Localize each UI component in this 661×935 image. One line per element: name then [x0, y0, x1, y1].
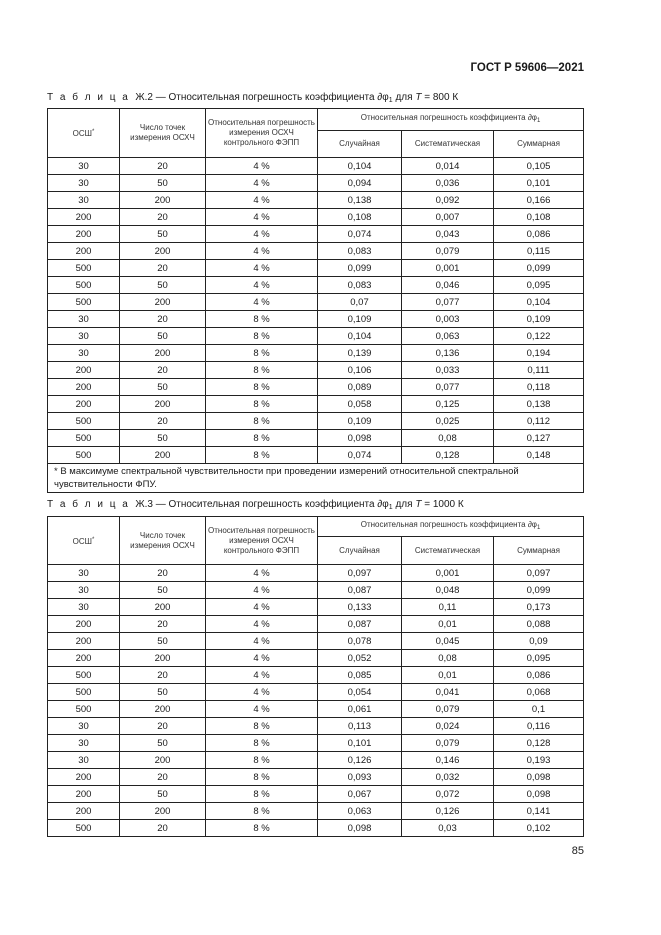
table-zh2	[47, 108, 584, 493]
table-cell: 30	[48, 565, 120, 582]
table-cell: 0,138	[494, 396, 584, 413]
table-cell: 0,003	[402, 311, 494, 328]
table-cell: 0,07	[318, 294, 402, 311]
table-cell: 4 %	[206, 277, 318, 294]
table-row	[48, 667, 584, 684]
header-rel-error: Относительная погрешность измерения ОСХЧ контрольного ФЭПП	[206, 517, 318, 565]
table-cell: 30	[48, 599, 120, 616]
table-cell: 200	[120, 447, 206, 464]
table-cell: 0,101	[494, 175, 584, 192]
table-cell: 4 %	[206, 582, 318, 599]
table-cell: 0,098	[318, 820, 402, 837]
table-cell: 200	[48, 769, 120, 786]
table-cell: 0,133	[318, 599, 402, 616]
table-cell: 0,083	[318, 277, 402, 294]
table-row	[48, 786, 584, 803]
table-cell: 0,112	[494, 413, 584, 430]
table2-caption-sub: 1	[388, 97, 393, 104]
table-cell: 50	[120, 277, 206, 294]
table-cell: 0,08	[402, 430, 494, 447]
document-standard-header: ГОСТ Р 59606—2021	[470, 62, 584, 74]
table-cell: 0,001	[402, 565, 494, 582]
table-cell: 0,033	[402, 362, 494, 379]
table-cell: 0,09	[494, 633, 584, 650]
table-cell: 0,098	[318, 430, 402, 447]
table-cell: 8 %	[206, 362, 318, 379]
table-cell: 0,043	[402, 226, 494, 243]
table-row	[48, 447, 584, 464]
table-cell: 0,104	[318, 328, 402, 345]
table-row	[48, 192, 584, 209]
table-cell: 0,141	[494, 803, 584, 820]
table-cell: 0,083	[318, 243, 402, 260]
table-cell: 0,074	[318, 226, 402, 243]
table-cell: 20	[120, 820, 206, 837]
table-cell: 0,111	[494, 362, 584, 379]
table-cell: 0,032	[402, 769, 494, 786]
header-group: Относительная погрешность коэффициента $\partial\varphi_1$	[318, 109, 584, 131]
table-cell: 0,126	[402, 803, 494, 820]
table-cell: 8 %	[206, 786, 318, 803]
table-cell: 0,072	[402, 786, 494, 803]
table-cell: 30	[48, 752, 120, 769]
table-cell: 8 %	[206, 311, 318, 328]
table-cell: 200	[120, 192, 206, 209]
table-cell: 200	[48, 803, 120, 820]
table-cell: 500	[48, 701, 120, 718]
table-cell: 200	[48, 786, 120, 803]
table-cell: 0,1	[494, 701, 584, 718]
table-cell: 8 %	[206, 447, 318, 464]
table-cell: 30	[48, 345, 120, 362]
table-cell: 0,087	[318, 582, 402, 599]
table-cell: 0,104	[318, 158, 402, 175]
table-row	[48, 820, 584, 837]
table-cell: 0,03	[402, 820, 494, 837]
header-systematic: Систематическая	[402, 537, 494, 565]
table3-caption-lead: Т а б л и ц а	[47, 499, 130, 510]
table-cell: 0,079	[402, 701, 494, 718]
table-cell: 500	[48, 820, 120, 837]
table3-caption-for: для	[395, 499, 413, 510]
table-cell: 0,109	[318, 311, 402, 328]
page-number: 85	[571, 845, 584, 857]
table-cell: 30	[48, 735, 120, 752]
table-cell: 0,128	[494, 735, 584, 752]
table-cell: 20	[120, 718, 206, 735]
table-cell: 8 %	[206, 769, 318, 786]
table-cell: 200	[120, 650, 206, 667]
table-row	[48, 260, 584, 277]
table-cell: 0,024	[402, 718, 494, 735]
table-cell: 8 %	[206, 803, 318, 820]
table-cell: 20	[120, 260, 206, 277]
table-cell: 4 %	[206, 294, 318, 311]
table-cell: 0,194	[494, 345, 584, 362]
table-cell: 500	[48, 260, 120, 277]
table3-caption-sub: 1	[388, 504, 393, 511]
table-cell: 30	[48, 192, 120, 209]
table3-caption	[47, 499, 464, 511]
table-cell: 30	[48, 311, 120, 328]
table-cell: 0,101	[318, 735, 402, 752]
table-cell: 50	[120, 430, 206, 447]
table-cell: 500	[48, 294, 120, 311]
header-total: Суммарная	[494, 537, 584, 565]
table-cell: 8 %	[206, 345, 318, 362]
table3-caption-text: — Относительная погрешность коэффициента ∂φ	[155, 499, 389, 510]
table-cell: 0,077	[402, 379, 494, 396]
table-cell: 0,115	[494, 243, 584, 260]
table-cell: 0,094	[318, 175, 402, 192]
table2-caption-number: Ж.2	[135, 92, 153, 103]
table-cell: 0,078	[318, 633, 402, 650]
table-cell: 0,074	[318, 447, 402, 464]
table-cell: 200	[120, 599, 206, 616]
table-cell: 0,128	[402, 447, 494, 464]
table-cell: 30	[48, 158, 120, 175]
table-row	[48, 379, 584, 396]
table-cell: 0,01	[402, 616, 494, 633]
table-cell: 50	[120, 379, 206, 396]
table-cell: 4 %	[206, 633, 318, 650]
table-cell: 0,148	[494, 447, 584, 464]
table-cell: 20	[120, 769, 206, 786]
table-cell: 0,097	[318, 565, 402, 582]
table-cell: 8 %	[206, 379, 318, 396]
table-cell: 0,116	[494, 718, 584, 735]
table-cell: 200	[48, 379, 120, 396]
table-cell: 200	[120, 701, 206, 718]
table-cell: 0,086	[494, 667, 584, 684]
table-cell: 30	[48, 718, 120, 735]
table-cell: 0,052	[318, 650, 402, 667]
table-cell: 0,054	[318, 684, 402, 701]
table3-caption-temp: = 1000 К	[424, 499, 464, 510]
table-cell: 0,08	[402, 650, 494, 667]
table-row	[48, 599, 584, 616]
table2-caption-t: T	[415, 92, 422, 103]
header-osh: ОСШ*	[48, 109, 120, 158]
table-cell: 200	[48, 243, 120, 260]
table-cell: 500	[48, 447, 120, 464]
table-cell: 0,088	[494, 616, 584, 633]
table-cell: 0,095	[494, 650, 584, 667]
table-row	[48, 582, 584, 599]
table-cell: 30	[48, 582, 120, 599]
table-cell: 0,085	[318, 667, 402, 684]
table-cell: 30	[48, 328, 120, 345]
table-row	[48, 803, 584, 820]
table-cell: 4 %	[206, 616, 318, 633]
header-points: Число точек измерения ОСХЧ	[120, 109, 206, 158]
table3-caption-t: T	[415, 499, 422, 510]
table-row	[48, 362, 584, 379]
table-cell: 0,106	[318, 362, 402, 379]
table-cell: 200	[48, 396, 120, 413]
table-cell: 20	[120, 158, 206, 175]
table-cell: 20	[120, 311, 206, 328]
table-cell: 20	[120, 209, 206, 226]
header-points: Число точек измерения ОСХЧ	[120, 517, 206, 565]
table-cell: 20	[120, 616, 206, 633]
table-cell: 20	[120, 362, 206, 379]
table-cell: 0,086	[494, 226, 584, 243]
table-cell: 4 %	[206, 243, 318, 260]
table-row	[48, 345, 584, 362]
header-osh: ОСШ*	[48, 517, 120, 565]
table-cell: 200	[48, 226, 120, 243]
header-random: Случайная	[318, 537, 402, 565]
table-cell: 0,089	[318, 379, 402, 396]
table-cell: 20	[120, 565, 206, 582]
table-cell: 4 %	[206, 158, 318, 175]
table-cell: 0,108	[494, 209, 584, 226]
table-cell: 8 %	[206, 735, 318, 752]
table-cell: 0,036	[402, 175, 494, 192]
table-cell: 0,014	[402, 158, 494, 175]
table-cell: 8 %	[206, 718, 318, 735]
table-cell: 200	[48, 209, 120, 226]
table-cell: 0,045	[402, 633, 494, 650]
header-random: Случайная	[318, 131, 402, 158]
table-row	[48, 175, 584, 192]
table-row	[48, 396, 584, 413]
table-cell: 0,109	[494, 311, 584, 328]
table-row	[48, 650, 584, 667]
table-cell: 0,007	[402, 209, 494, 226]
table2-caption	[47, 92, 458, 104]
table-cell: 4 %	[206, 667, 318, 684]
table-cell: 0,095	[494, 277, 584, 294]
table-cell: 20	[120, 667, 206, 684]
table-cell: 200	[48, 616, 120, 633]
table-cell: 50	[120, 328, 206, 345]
table2-caption-temp: = 800 К	[424, 92, 459, 103]
table-cell: 0,041	[402, 684, 494, 701]
table-row	[48, 769, 584, 786]
table-cell: 500	[48, 413, 120, 430]
table-row	[48, 277, 584, 294]
table-cell: 0,046	[402, 277, 494, 294]
table-zh3	[47, 516, 584, 837]
table-row	[48, 226, 584, 243]
table-cell: 0,126	[318, 752, 402, 769]
table-cell: 0,063	[318, 803, 402, 820]
table-cell: 0,025	[402, 413, 494, 430]
table-cell: 50	[120, 582, 206, 599]
table-cell: 50	[120, 786, 206, 803]
table2-footnote: * В максимуме спектральной чувствительности при проведении измерений относительной спектральной чувствительности ФПУ.	[48, 464, 584, 493]
table-cell: 0,099	[318, 260, 402, 277]
table-cell: 0,068	[494, 684, 584, 701]
table-row	[48, 243, 584, 260]
table-row	[48, 633, 584, 650]
table-row	[48, 616, 584, 633]
table-cell: 0,173	[494, 599, 584, 616]
table-cell: 0,092	[402, 192, 494, 209]
table-cell: 4 %	[206, 192, 318, 209]
table-cell: 200	[120, 294, 206, 311]
table-cell: 0,099	[494, 260, 584, 277]
table-cell: 500	[48, 430, 120, 447]
table-row	[48, 158, 584, 175]
table-row	[48, 565, 584, 582]
table-cell: 0,105	[494, 158, 584, 175]
table-cell: 0,098	[494, 786, 584, 803]
table-cell: 30	[48, 175, 120, 192]
table-cell: 0,139	[318, 345, 402, 362]
table-cell: 0,166	[494, 192, 584, 209]
table-cell: 8 %	[206, 413, 318, 430]
table-cell: 0,058	[318, 396, 402, 413]
table-cell: 200	[120, 345, 206, 362]
table-cell: 4 %	[206, 701, 318, 718]
table-cell: 0,093	[318, 769, 402, 786]
table-cell: 8 %	[206, 752, 318, 769]
table2-caption-lead: Т а б л и ц а	[47, 92, 130, 103]
table-cell: 0,087	[318, 616, 402, 633]
table-cell: 200	[48, 362, 120, 379]
table-cell: 4 %	[206, 226, 318, 243]
table3-caption-number: Ж.3	[135, 499, 153, 510]
table-row	[48, 718, 584, 735]
table-cell: 0,102	[494, 820, 584, 837]
table-cell: 0,048	[402, 582, 494, 599]
header-total: Суммарная	[494, 131, 584, 158]
table-cell: 0,127	[494, 430, 584, 447]
table-cell: 0,079	[402, 243, 494, 260]
table-row	[48, 684, 584, 701]
table-cell: 50	[120, 633, 206, 650]
table-cell: 0,098	[494, 769, 584, 786]
table-cell: 0,193	[494, 752, 584, 769]
table-row	[48, 209, 584, 226]
table-row	[48, 701, 584, 718]
table-cell: 0,063	[402, 328, 494, 345]
table-cell: 8 %	[206, 820, 318, 837]
table-cell: 8 %	[206, 396, 318, 413]
table-cell: 8 %	[206, 328, 318, 345]
table-cell: 0,146	[402, 752, 494, 769]
table-cell: 50	[120, 735, 206, 752]
table-cell: 0,138	[318, 192, 402, 209]
table-cell: 0,099	[494, 582, 584, 599]
table-row	[48, 328, 584, 345]
header-systematic: Систематическая	[402, 131, 494, 158]
table-cell: 4 %	[206, 565, 318, 582]
table-cell: 200	[120, 803, 206, 820]
table-cell: 50	[120, 684, 206, 701]
table-row	[48, 413, 584, 430]
table-cell: 20	[120, 413, 206, 430]
table-row	[48, 294, 584, 311]
table-cell: 500	[48, 277, 120, 294]
table-cell: 0,109	[318, 413, 402, 430]
table-cell: 0,136	[402, 345, 494, 362]
table-cell: 0,11	[402, 599, 494, 616]
table-cell: 200	[120, 243, 206, 260]
table-cell: 0,125	[402, 396, 494, 413]
table-cell: 4 %	[206, 684, 318, 701]
table-cell: 0,108	[318, 209, 402, 226]
table-row	[48, 311, 584, 328]
table-cell: 0,079	[402, 735, 494, 752]
table-cell: 50	[120, 175, 206, 192]
table-cell: 0,077	[402, 294, 494, 311]
table-cell: 0,001	[402, 260, 494, 277]
table-cell: 200	[120, 396, 206, 413]
table-cell: 4 %	[206, 209, 318, 226]
table-cell: 500	[48, 667, 120, 684]
table2-caption-for: для	[395, 92, 413, 103]
table-cell: 500	[48, 684, 120, 701]
table-cell: 4 %	[206, 650, 318, 667]
table-cell: 50	[120, 226, 206, 243]
table-cell: 0,118	[494, 379, 584, 396]
table-cell: 200	[48, 650, 120, 667]
header-rel-error: Относительная погрешность измерения ОСХЧ контрольного ФЭПП	[206, 109, 318, 158]
table-cell: 4 %	[206, 260, 318, 277]
table-cell: 0,122	[494, 328, 584, 345]
table-cell: 4 %	[206, 599, 318, 616]
table-cell: 200	[48, 633, 120, 650]
table-cell: 0,104	[494, 294, 584, 311]
table2-caption-text: — Относительная погрешность коэффициента ∂φ	[155, 92, 389, 103]
table-cell: 0,061	[318, 701, 402, 718]
table-cell: 0,01	[402, 667, 494, 684]
table-row	[48, 735, 584, 752]
table-cell: 0,113	[318, 718, 402, 735]
table-cell: 0,067	[318, 786, 402, 803]
table-cell: 0,097	[494, 565, 584, 582]
table-row	[48, 752, 584, 769]
table-cell: 200	[120, 752, 206, 769]
table-row	[48, 430, 584, 447]
table-cell: 8 %	[206, 430, 318, 447]
table-cell: 4 %	[206, 175, 318, 192]
header-group: Относительная погрешность коэффициента $\partial\varphi_1$	[318, 517, 584, 537]
